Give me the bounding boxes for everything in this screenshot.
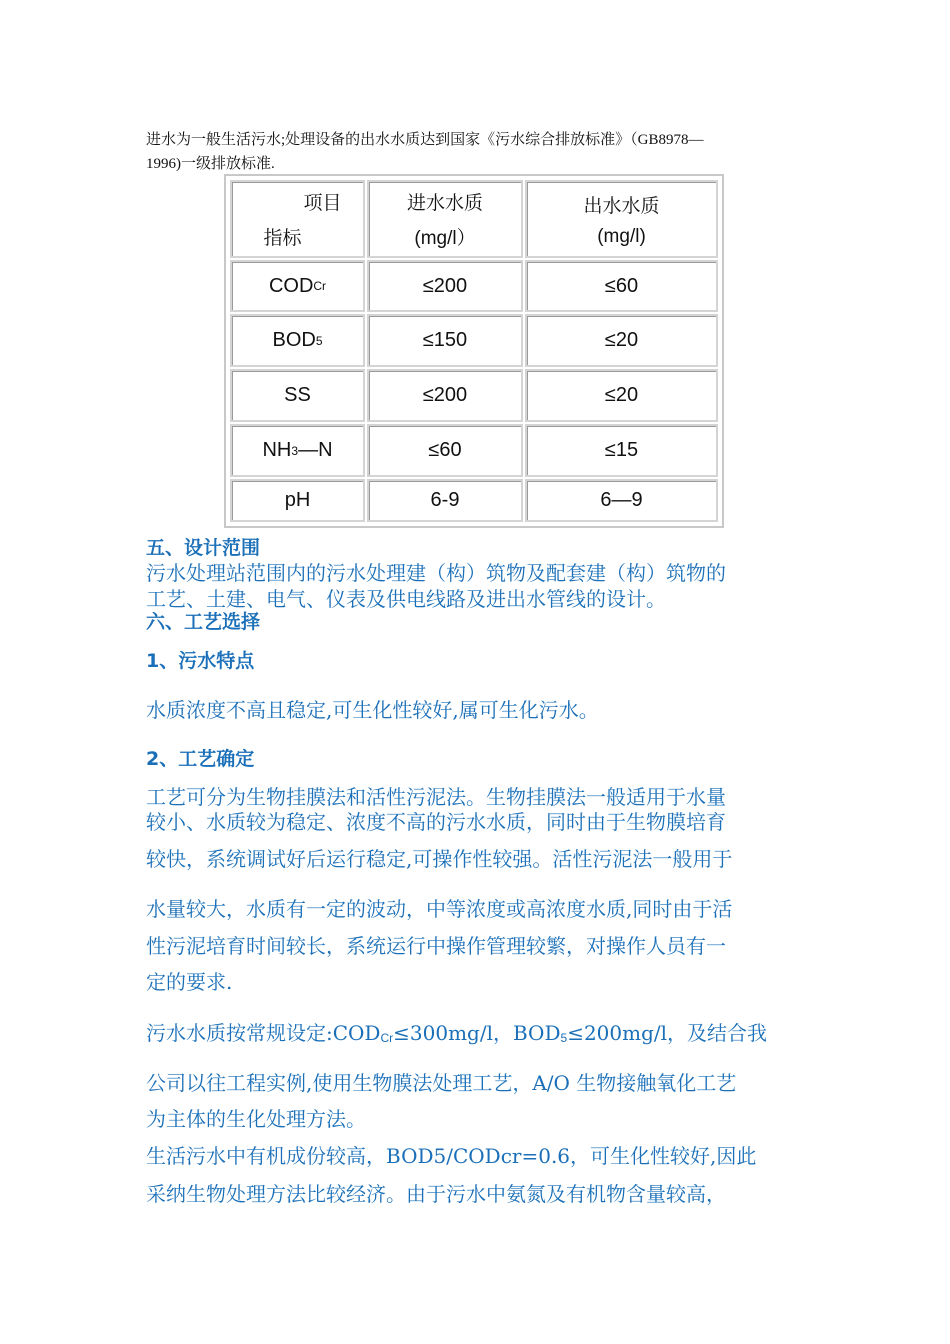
table-row-name-cell: [230, 479, 365, 522]
section5-line-1: 污水处理站范围内的污水处理建（构）筑物及配套建（构）筑物的: [146, 561, 726, 585]
table-row-name-cell: [230, 424, 365, 477]
header-inlet-cell: [367, 180, 523, 258]
sub2-p1-line: 工艺可分为生物挂膜法和活性污泥法。生物挂膜法一般适用于水量: [146, 785, 726, 809]
row-name: BOD: [272, 329, 316, 351]
intro-line-1: 进水为一般生活污水;处理设备的出水水质达到国家《污水综合排放标准》（GB8978—: [146, 132, 704, 148]
header-inlet-unit: (mg/l）: [414, 228, 476, 249]
table-row-outlet-cell: ≤15: [525, 424, 718, 477]
header-item-label: 项目: [303, 192, 342, 214]
sub2-p1-line: 性污泥培育时间较长，系统运行中操作管理较繁，对操作人员有一: [146, 934, 726, 958]
table-row-name-cell: [230, 314, 365, 367]
table-row-inlet-cell: ≤200: [367, 260, 523, 312]
table-row-outlet-cell: 6—9: [525, 479, 718, 522]
sub2-p1-line: 较快，系统调试好后运行稳定,可操作性较强。活性污泥法一般用于: [146, 847, 733, 871]
header-inlet-label: 进水水质: [406, 192, 483, 214]
row-name-sub: Cr: [313, 279, 327, 293]
section5-heading: 五、设计范围: [146, 537, 261, 559]
p2-text-b: ≤300mg/l，BOD: [393, 1021, 561, 1045]
table-row-name-cell: [230, 369, 365, 422]
sub2-p2-line-3: 为主体的生化处理方法。: [146, 1107, 366, 1131]
header-item-cell: [230, 180, 365, 258]
row-name-sub: 3: [291, 443, 299, 458]
table-row-inlet-cell: ≤60: [367, 424, 523, 477]
p2-text-a: 污水水质按常规设定:COD: [146, 1021, 381, 1045]
header-outlet-unit: (mg/l): [597, 225, 646, 247]
row-name: pH: [284, 489, 311, 511]
table-row-inlet-cell: ≤200: [367, 369, 523, 422]
row-name: NH: [262, 439, 292, 461]
row-name-sub: 5: [315, 333, 323, 348]
sub1-text: 水质浓度不高且稳定,可生化性较好,属可生化污水。: [146, 698, 599, 722]
row-name: COD: [268, 274, 314, 297]
sub2-heading: 2、工艺确定: [146, 748, 255, 770]
sub2-p2-line-2: 公司以往工程实例,使用生物膜法处理工艺，A/O 生物接触氧化工艺: [146, 1071, 737, 1095]
p2-text-c: ≤200mg/l，及结合我: [567, 1021, 768, 1045]
table-row-outlet-cell: ≤60: [525, 260, 718, 312]
section6-heading: 六、工艺选择: [146, 611, 261, 633]
table-row-inlet-cell: 6-9: [367, 479, 523, 522]
sub2-p1-line: 较小、水质较为稳定、浓度不高的污水水质，同时由于生物膜培育: [146, 810, 726, 834]
header-outlet-label: 出水水质: [583, 194, 660, 217]
p2-sub-cr: Cr: [380, 1031, 394, 1045]
sub2-p3-line: 生活污水中有机成份较高，BOD5/CODcr=0.6，可生化性较好,因此: [146, 1144, 757, 1168]
sub2-p3-line: 采纳生物处理方法比较经济。由于污水中氨氮及有机物含量较高，: [146, 1182, 726, 1206]
sub2-p2-line-1: [146, 1017, 767, 1046]
table-row-name-cell: [230, 260, 365, 312]
table-row-outlet-cell: ≤20: [525, 369, 718, 422]
header-outlet-cell: [525, 180, 718, 258]
row-name: SS: [284, 384, 311, 406]
water-quality-table: [224, 174, 724, 528]
intro-line-2: 1996)一级排放标准.: [146, 156, 275, 172]
p2-sub-5: 5: [560, 1031, 568, 1045]
section5-line-2: 工艺、土建、电气、仪表及供电线路及进出水管线的设计。: [146, 587, 666, 611]
table-row-outlet-cell: ≤20: [525, 314, 718, 367]
table-row-inlet-cell: ≤150: [367, 314, 523, 367]
header-indicator-label: 指标: [263, 227, 302, 249]
sub1-heading: 1、污水特点: [146, 650, 255, 672]
row-name-tail: —N: [298, 439, 333, 461]
sub2-p1-line: 定的要求.: [146, 970, 233, 994]
sub2-p1-line: 水量较大，水质有一定的波动，中等浓度或高浓度水质,同时由于活: [146, 897, 733, 921]
